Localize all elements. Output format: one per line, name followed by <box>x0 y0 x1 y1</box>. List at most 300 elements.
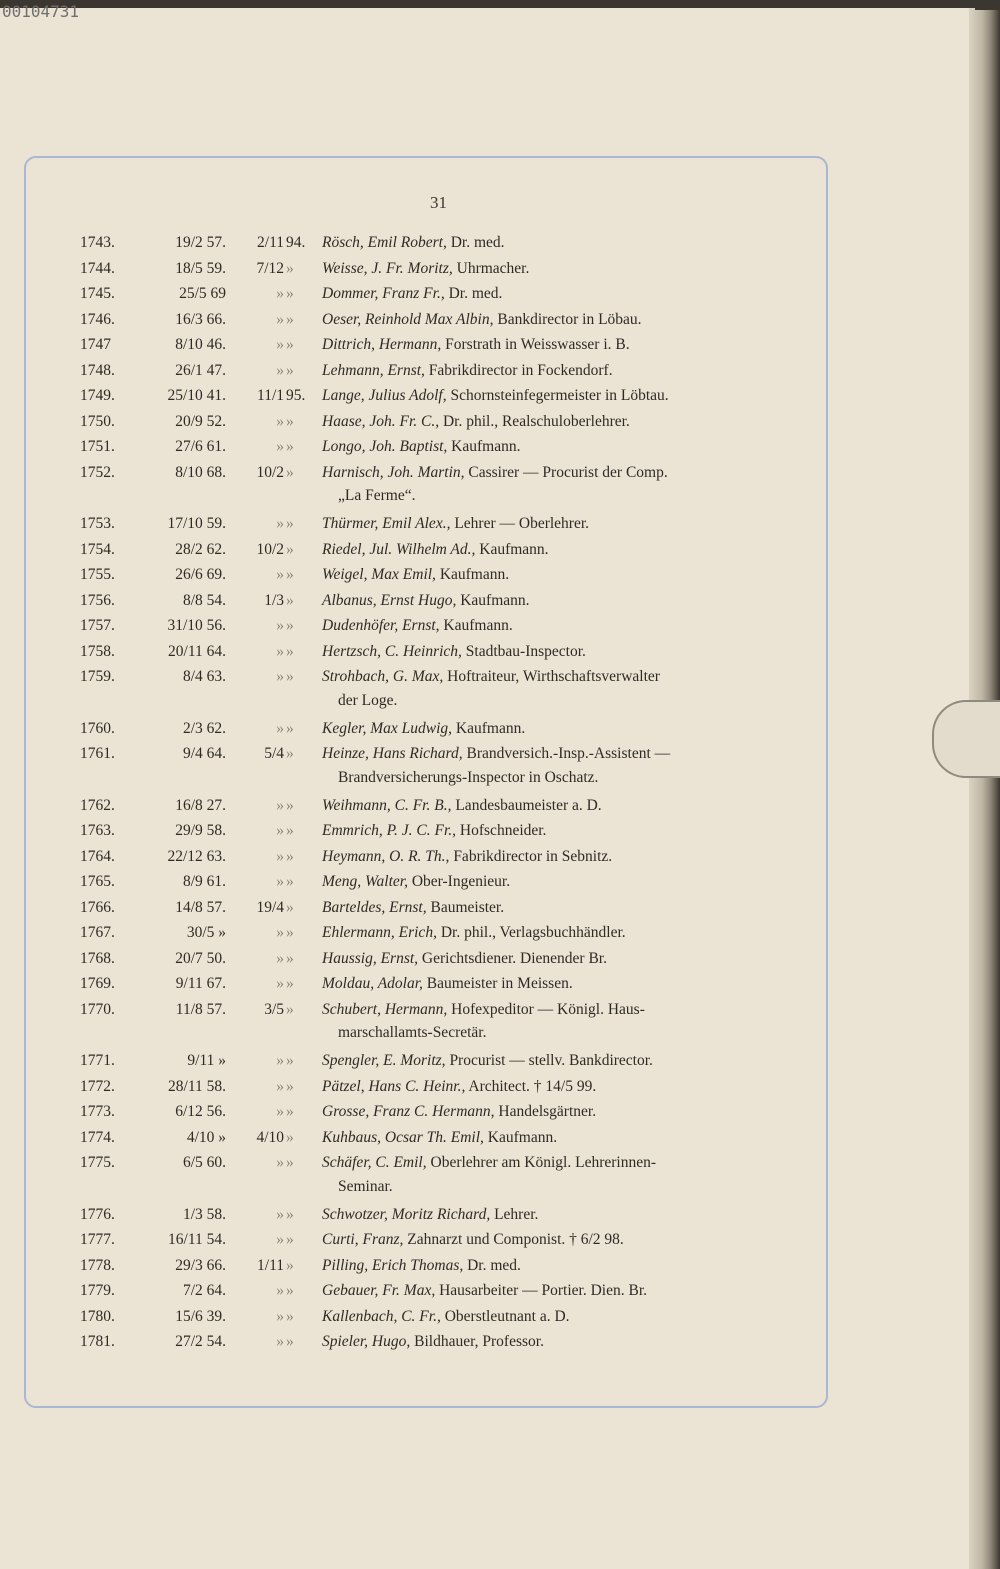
entry-occupation: Cassirer — Procurist der Comp. <box>464 463 668 481</box>
entry-date: 19/2 57. <box>175 234 226 251</box>
entry-name: Haussig, Ernst, <box>322 949 419 967</box>
entry-number: 1749. <box>80 387 115 404</box>
entry-date: 6/5 60. <box>182 1154 226 1171</box>
entry-date: 25/5 69 <box>179 285 226 302</box>
entry-description <box>322 336 802 354</box>
entry-year: » <box>286 1231 294 1248</box>
entry-number: 1751. <box>80 438 115 455</box>
entry-description <box>322 566 802 584</box>
entry-description <box>322 1231 802 1249</box>
entry-date: 25/10 41. <box>167 387 226 404</box>
entry-date: 20/7 50. <box>175 949 226 967</box>
entry-description <box>322 1206 802 1224</box>
entry-number: 1778. <box>80 1256 115 1274</box>
register-entry <box>0 464 975 488</box>
entry-date: 9/4 64. <box>182 745 226 762</box>
entry-name: Strohbach, G. Max, <box>322 668 444 685</box>
entry-exit: » <box>276 1154 284 1171</box>
entry-occupation: Kaufmann. <box>475 540 549 558</box>
entry-exit: » <box>276 566 284 583</box>
entry-year: » <box>286 898 294 916</box>
entry-exit: » <box>276 285 284 302</box>
entry-date: 16/3 66. <box>175 310 226 328</box>
entry-date: 28/11 58. <box>168 1077 226 1095</box>
entry-occupation: Dr. med. <box>446 234 505 251</box>
entry-date: 9/11 » <box>187 1052 226 1069</box>
entry-number: 1777. <box>80 1231 115 1248</box>
entry-year: » <box>286 591 294 609</box>
entry-number: 1764. <box>80 847 115 865</box>
entry-number: 1775. <box>80 1154 115 1171</box>
entry-occupation: Baumeister. <box>426 898 505 916</box>
entry-occupation: Oberstleutnant a. D. <box>440 1307 570 1325</box>
entry-number: 1766. <box>80 898 115 916</box>
entry-occupation: Handelsgärtner. <box>494 1103 597 1120</box>
entry-description <box>322 1129 802 1147</box>
entry-continuation: Brandversicherungs-Inspector in Oschatz. <box>338 768 599 786</box>
entry-occupation: Baumeister in Meissen. <box>422 975 573 992</box>
entry-year: » <box>286 617 294 634</box>
entry-date: 7/2 64. <box>182 1282 226 1299</box>
entry-occupation: Hausarbeiter — Portier. Dien. Br. <box>435 1282 648 1299</box>
entry-number: 1758. <box>80 642 115 660</box>
entry-name: Hertzsch, C. Heinrich, <box>322 642 462 660</box>
entry-year: » <box>286 515 294 532</box>
entry-description <box>322 413 802 431</box>
entry-name: Dudenhöfer, Ernst, <box>322 617 440 634</box>
entry-date: 28/2 62. <box>175 540 226 558</box>
entry-number: 1754. <box>80 540 115 558</box>
entry-name: Rösch, Emil Robert, <box>322 234 447 251</box>
entry-description <box>322 975 802 993</box>
register-entry <box>0 797 975 821</box>
entry-year: » <box>286 847 294 865</box>
book-page <box>0 2 975 1569</box>
entry-continuation: „La Ferme“. <box>338 487 416 504</box>
entry-description <box>322 720 802 738</box>
page-number: 31 <box>430 193 447 212</box>
register-entry <box>0 950 975 974</box>
entry-name: Curti, Franz, <box>322 1231 404 1248</box>
entry-number: 1748. <box>80 361 115 379</box>
entry-number: 1752. <box>80 463 115 481</box>
entry-number: 1771. <box>80 1052 115 1069</box>
entry-name: Kuhbaus, Ocsar Th. Emil, <box>322 1128 484 1146</box>
register-entry <box>0 1129 975 1153</box>
register-entry <box>0 1206 975 1230</box>
entry-name: Spengler, E. Moritz, <box>322 1052 446 1069</box>
entry-description <box>322 387 802 405</box>
entry-name: Ehlermann, Erich, <box>322 924 437 941</box>
entry-year: » <box>286 1282 294 1299</box>
entry-name: Schäfer, C. Emil, <box>322 1154 427 1171</box>
entry-date: 4/10 » <box>186 1128 226 1146</box>
entry-name: Heymann, O. R. Th., <box>322 847 450 865</box>
entry-description <box>322 643 802 661</box>
entry-exit: » <box>276 1205 284 1223</box>
register-entry <box>0 336 975 360</box>
entry-number: 1753. <box>80 515 115 532</box>
entry-name: Spieler, Hugo, <box>322 1333 411 1350</box>
entry-description <box>322 745 802 763</box>
entry-exit: 4/10 <box>256 1128 284 1146</box>
entry-year: » <box>286 1077 294 1095</box>
entry-exit: » <box>276 1103 284 1120</box>
entry-description <box>322 1052 802 1070</box>
entry-description <box>322 234 802 252</box>
entry-exit: 1/3 <box>264 591 284 609</box>
entry-year: » <box>286 259 294 277</box>
register-entry <box>0 848 975 872</box>
entry-year: » <box>286 719 294 737</box>
entry-date: 8/8 54. <box>182 591 226 609</box>
entry-year: 94. <box>286 234 306 251</box>
entry-exit: » <box>276 310 284 328</box>
entry-description <box>322 1333 802 1351</box>
entry-year: » <box>286 822 294 839</box>
register-entry <box>0 1078 975 1102</box>
entry-number: 1772. <box>80 1077 115 1095</box>
entry-number: 1746. <box>80 310 115 328</box>
entry-year: » <box>286 1333 294 1350</box>
register-entry <box>0 413 975 437</box>
register-entry <box>0 1001 975 1025</box>
entry-exit: » <box>276 873 284 890</box>
page-edge <box>970 10 1000 1569</box>
entry-occupation: Fabrikdirector in Sebnitz. <box>449 847 613 865</box>
entry-year: » <box>286 1128 294 1146</box>
entry-exit: » <box>276 515 284 532</box>
entry-description <box>322 260 802 278</box>
entry-occupation: Dr. phil., Realschuloberlehrer. <box>439 412 630 430</box>
entry-description <box>322 311 802 329</box>
entry-name: Harnisch, Joh. Martin, <box>322 463 465 481</box>
entry-description <box>322 1078 802 1096</box>
entry-exit: 3/5 <box>264 1000 284 1018</box>
entry-occupation: Stadtbau-Inspector. <box>461 642 586 660</box>
entry-exit: » <box>276 796 284 814</box>
entry-year: » <box>286 949 294 967</box>
entry-name: Riedel, Jul. Wilhelm Ad., <box>322 540 476 558</box>
entry-exit: » <box>276 1077 284 1095</box>
entry-continuation: marschallamts-Secretär. <box>338 1024 487 1041</box>
register-entry <box>0 566 975 590</box>
entry-year: 95. <box>286 387 306 404</box>
entry-exit: » <box>276 412 284 430</box>
entry-occupation: Kaufmann. <box>435 566 510 583</box>
entry-number: 1765. <box>80 873 115 890</box>
entry-date: 16/11 54. <box>168 1231 226 1248</box>
entry-number: 1759. <box>80 668 115 685</box>
entry-occupation: Kaufmann. <box>439 617 513 634</box>
entry-exit: » <box>276 719 284 737</box>
entry-date: 15/6 39. <box>175 1307 226 1325</box>
entry-name: Weihmann, C. Fr. B., <box>322 796 452 814</box>
entry-number: 1760. <box>80 719 115 737</box>
register-entry <box>0 822 975 846</box>
entry-exit: » <box>276 924 284 941</box>
entry-description <box>322 438 802 456</box>
entry-number: 1762. <box>80 796 115 814</box>
entry-date: 29/9 58. <box>175 822 226 839</box>
entry-year: » <box>286 361 294 379</box>
entry-name: Dommer, Franz Fr., <box>322 285 445 302</box>
entry-date: 8/4 63. <box>182 668 226 685</box>
entry-date: 26/6 69. <box>175 566 226 583</box>
entry-occupation: Gerichtsdiener. Dienender Br. <box>418 949 607 967</box>
entry-occupation: Bildhauer, Professor. <box>410 1333 544 1350</box>
entry-number: 1768. <box>80 949 115 967</box>
entry-description <box>322 592 802 610</box>
entry-exit: 1/11 <box>257 1256 284 1274</box>
entry-description <box>322 797 802 815</box>
entry-description <box>322 1257 802 1275</box>
entry-occupation: Ober-Ingenieur. <box>407 873 511 890</box>
entry-occupation: Lehrer — Oberlehrer. <box>450 515 590 532</box>
entry-occupation: Kaufmann. <box>483 1128 558 1146</box>
register-entry <box>0 873 975 897</box>
register-entry <box>0 1308 975 1332</box>
entry-year: » <box>286 1154 294 1171</box>
entry-number: 1780. <box>80 1307 115 1325</box>
entry-occupation: Hofschneider. <box>456 822 547 839</box>
entry-date: 2/3 62. <box>182 719 226 737</box>
entry-description <box>322 362 802 380</box>
entry-name: Heinze, Hans Richard, <box>322 745 463 762</box>
entry-occupation: Kaufmann. <box>456 591 530 609</box>
entry-number: 1770. <box>80 1000 115 1018</box>
entry-date: 17/10 59. <box>167 515 226 532</box>
entry-exit: » <box>276 822 284 839</box>
entry-number: 1774. <box>80 1128 115 1146</box>
entry-name: Meng, Walter, <box>322 873 408 890</box>
entry-exit: » <box>276 847 284 865</box>
entry-year: » <box>286 438 294 455</box>
entry-name: Haase, Joh. Fr. C., <box>322 412 440 430</box>
entry-year: » <box>286 873 294 890</box>
register-entry <box>0 362 975 386</box>
entry-number: 1750. <box>80 412 115 430</box>
register-entry <box>0 720 975 744</box>
register-entry <box>0 438 975 462</box>
entry-description <box>322 1001 802 1019</box>
entry-occupation: Kaufmann. <box>447 438 521 455</box>
entry-description <box>322 285 802 303</box>
entry-description <box>322 950 802 968</box>
entry-date: 27/6 61. <box>175 438 226 455</box>
entry-name: Kallenbach, C. Fr., <box>322 1307 441 1325</box>
entry-date: 11/8 57. <box>175 1000 226 1018</box>
entry-year: » <box>286 412 294 430</box>
entry-name: Albanus, Ernst Hugo, <box>322 591 457 609</box>
entry-exit: » <box>276 361 284 379</box>
entry-exit: » <box>276 975 284 992</box>
entry-occupation: Zahnarzt und Componist. † 6/2 98. <box>403 1231 624 1248</box>
entry-name: Pilling, Erich Thomas, <box>322 1256 464 1274</box>
entry-occupation: Dr. med. <box>444 285 503 302</box>
entry-exit: » <box>276 336 284 353</box>
entry-occupation: Architect. † 14/5 99. <box>465 1077 597 1095</box>
entry-date: 22/12 63. <box>167 847 226 865</box>
thumb-tab <box>932 700 1000 778</box>
entry-description <box>322 541 802 559</box>
entry-occupation: Bankdirector in Löbau. <box>493 310 642 328</box>
entry-description <box>322 1154 802 1172</box>
entry-name: Pätzel, Hans C. Heinr., <box>322 1077 466 1095</box>
entry-exit: » <box>276 668 284 685</box>
entry-occupation: Hofexpeditor — Königl. Haus- <box>447 1000 645 1018</box>
entry-year: » <box>286 310 294 328</box>
entry-occupation: Fabrikdirector in Fockendorf. <box>424 361 613 379</box>
entry-occupation: Kaufmann. <box>452 719 526 737</box>
entry-year: » <box>286 1052 294 1069</box>
entry-year: » <box>286 336 294 353</box>
register-entry <box>0 617 975 641</box>
entry-occupation: Forstrath in Weisswasser i. B. <box>441 336 630 353</box>
entry-date: 20/9 52. <box>175 412 226 430</box>
entry-year: » <box>286 975 294 992</box>
entry-occupation: Brandversich.-Insp.-Assistent — <box>462 745 671 762</box>
entry-number: 1744. <box>80 259 115 277</box>
entry-description <box>322 515 802 533</box>
register-entry <box>0 745 975 769</box>
entry-name: Schwotzer, Moritz Richard, <box>322 1205 491 1223</box>
entry-description <box>322 1282 802 1300</box>
entry-date: 6/12 56. <box>175 1103 226 1120</box>
entry-year: » <box>286 566 294 583</box>
entry-exit: 5/4 <box>264 745 284 762</box>
entry-description <box>322 464 802 482</box>
entry-occupation: Landesbaumeister a. D. <box>451 796 602 814</box>
register-entry <box>0 975 975 999</box>
entry-occupation: Dr. phil., Verlagsbuchhändler. <box>436 924 626 941</box>
entry-date: 14/8 57. <box>175 898 226 916</box>
register-entry <box>0 643 975 667</box>
entry-year: » <box>286 924 294 941</box>
entry-year: » <box>286 668 294 685</box>
entry-number: 1769. <box>80 975 115 992</box>
entry-description <box>322 1103 802 1121</box>
entry-year: » <box>286 1205 294 1223</box>
register-entry <box>0 387 975 411</box>
entry-occupation: Dr. med. <box>463 1256 521 1274</box>
entry-name: Dittrich, Hermann, <box>322 336 442 353</box>
entry-name: Emmrich, P. J. C. Fr., <box>322 822 457 839</box>
register-entry <box>0 1282 975 1306</box>
entry-occupation: Lehrer. <box>490 1205 539 1223</box>
entry-date: 30/5 » <box>186 924 226 941</box>
entry-exit: » <box>276 1282 284 1299</box>
entry-continuation: der Loge. <box>338 691 398 709</box>
entry-exit: » <box>276 1333 284 1350</box>
entry-year: » <box>286 642 294 660</box>
register-entry <box>0 541 975 565</box>
entry-date: 8/10 46. <box>175 336 226 353</box>
entry-date: 20/11 64. <box>168 642 226 660</box>
entry-number: 1755. <box>80 566 115 583</box>
entry-description <box>322 924 802 942</box>
entry-occupation: Schornsteinfegermeister in Löbtau. <box>446 387 669 404</box>
entry-date: 1/3 58. <box>182 1205 226 1223</box>
entry-name: Grosse, Franz C. Hermann, <box>322 1103 495 1120</box>
entry-number: 1779. <box>80 1282 115 1299</box>
entry-date: 29/3 66. <box>175 1256 226 1274</box>
entry-exit: 19/4 <box>256 898 284 916</box>
entry-number: 1745. <box>80 285 115 302</box>
entry-year: » <box>286 285 294 302</box>
entry-description <box>322 822 802 840</box>
entry-occupation: Hoftraiteur, Wirthschaftsverwalter <box>443 668 660 685</box>
entry-continuation: Seminar. <box>338 1177 393 1195</box>
entry-number: 1761. <box>80 745 115 762</box>
register-entry <box>0 592 975 616</box>
entry-date: 31/10 56. <box>167 617 226 634</box>
entry-occupation: Uhrmacher. <box>452 259 530 277</box>
entry-year: » <box>286 1307 294 1325</box>
entry-year: » <box>286 1256 294 1274</box>
register-entry <box>0 899 975 923</box>
entry-exit: » <box>276 949 284 967</box>
register-entry <box>0 1333 975 1357</box>
entry-occupation: Oberlehrer am Königl. Lehrerinnen- <box>426 1154 657 1171</box>
entry-date: 18/5 59. <box>175 259 226 277</box>
entry-year: » <box>286 745 294 762</box>
entry-exit: » <box>276 1231 284 1248</box>
entry-description <box>322 873 802 891</box>
entry-name: Moldau, Adolar, <box>322 975 423 992</box>
entry-description <box>322 1308 802 1326</box>
entry-name: Longo, Joh. Baptist, <box>322 438 448 455</box>
entry-exit: 10/2 <box>256 463 284 481</box>
entry-exit: 11/1 <box>257 387 284 404</box>
entry-exit: » <box>276 642 284 660</box>
register-entry <box>0 234 975 258</box>
entry-exit: » <box>276 438 284 455</box>
entry-exit: » <box>276 1052 284 1069</box>
entry-number: 1773. <box>80 1103 115 1120</box>
register-entry <box>0 1052 975 1076</box>
entry-number: 1743. <box>80 234 115 251</box>
entry-name: Kegler, Max Ludwig, <box>322 719 453 737</box>
entry-name: Lehmann, Ernst, <box>322 361 425 379</box>
register-entry <box>0 260 975 284</box>
register-entry <box>0 924 975 948</box>
entry-number: 1767. <box>80 924 115 941</box>
entry-number: 1763. <box>80 822 115 839</box>
entry-year: » <box>286 1000 294 1018</box>
register-entry <box>0 1103 975 1127</box>
entry-number: 1781. <box>80 1333 115 1350</box>
entry-description <box>322 668 802 686</box>
register-entry <box>0 1154 975 1178</box>
register-entry <box>0 515 975 539</box>
entry-number: 1757. <box>80 617 115 634</box>
entry-exit: 10/2 <box>256 540 284 558</box>
entry-date: 8/9 61. <box>182 873 226 890</box>
entry-name: Weigel, Max Emil, <box>322 566 436 583</box>
register-entry <box>0 1231 975 1255</box>
entry-exit: 7/12 <box>256 259 284 277</box>
entry-date: 27/2 54. <box>175 1333 226 1350</box>
scan-id: 00104731 <box>2 2 80 21</box>
entry-exit: » <box>276 617 284 634</box>
entry-name: Lange, Julius Adolf, <box>322 387 447 404</box>
entry-year: » <box>286 540 294 558</box>
entry-name: Schubert, Hermann, <box>322 1000 448 1018</box>
entry-number: 1747 <box>80 336 111 353</box>
entry-exit: » <box>276 1307 284 1325</box>
register-entry <box>0 285 975 309</box>
